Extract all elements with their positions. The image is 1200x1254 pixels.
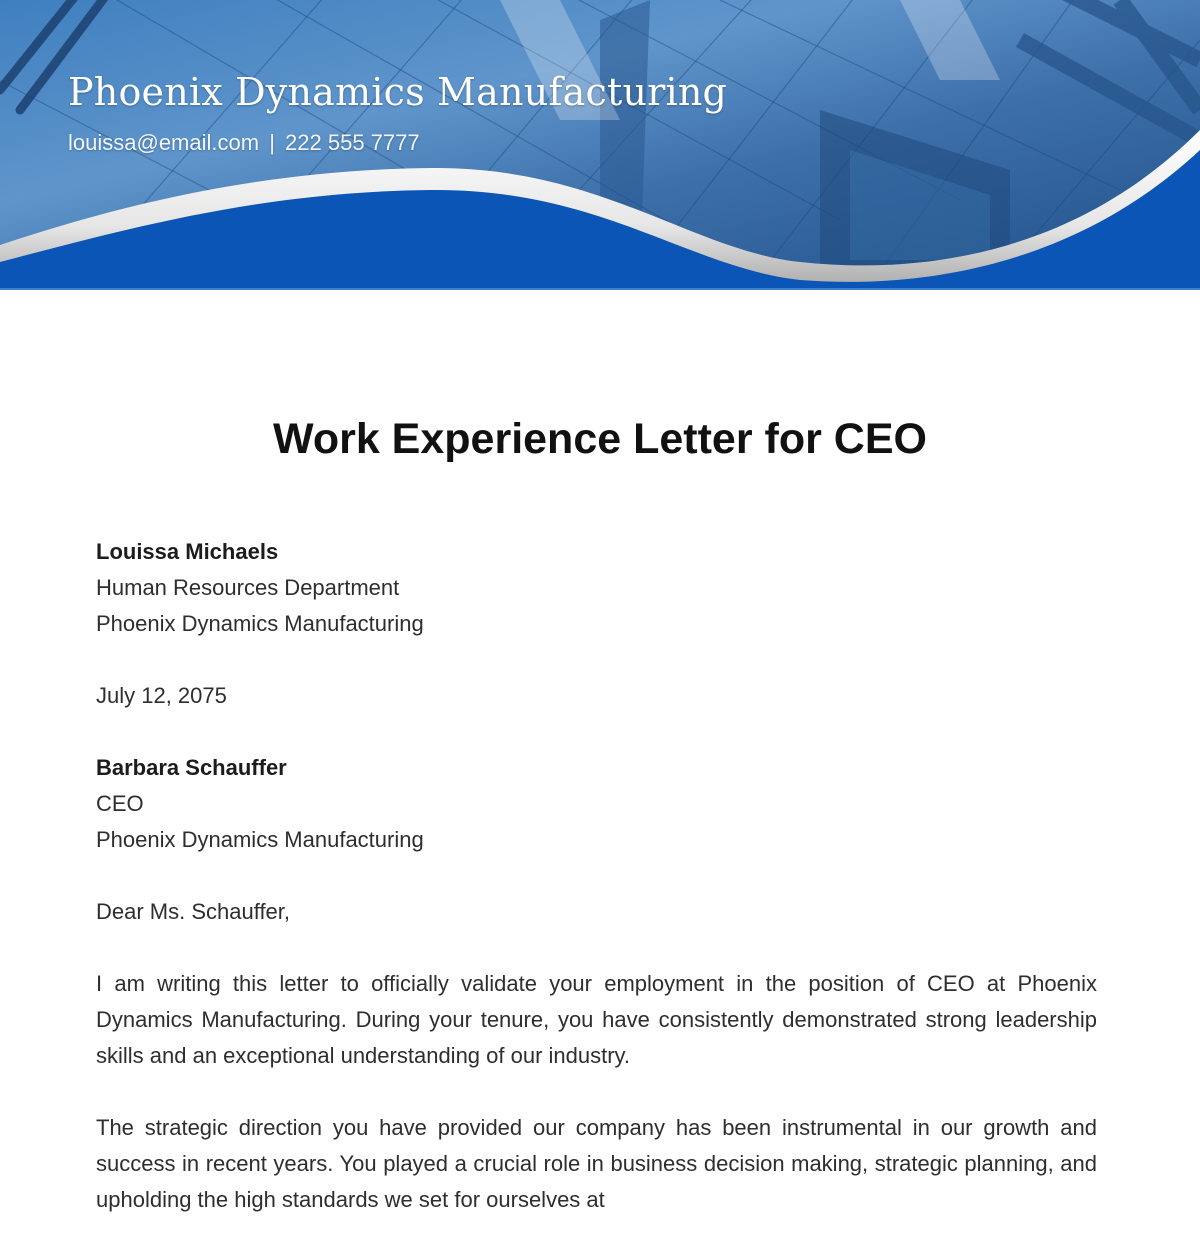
body-paragraph: I am writing this letter to officially validate your employment in the position of CEO at Phoenix Dynamics Manufacturing. During your tenure, you have consistently demonstrated strong leadership skills and an exceptional understanding of our industry. xyxy=(96,971,1097,1068)
document-title: Work Experience Letter for CEO xyxy=(273,415,927,463)
company-name-heading: Phoenix Dynamics Manufacturing xyxy=(68,70,728,114)
body-paragraph: The strategic direction you have provided our company has been instrumental in our growth and success in recent years. You played a crucial role in business decision making, strategic planning, and upholding the high standards we set for ourselves at xyxy=(96,1115,1097,1212)
recipient-block xyxy=(96,750,1097,858)
sender-name: Louissa Michaels xyxy=(96,539,279,564)
contact-separator: | xyxy=(269,130,275,155)
recipient-title: CEO xyxy=(96,791,144,816)
contact-email: louissa@email.com xyxy=(68,130,260,155)
letter-date: July 12, 2075 xyxy=(96,683,227,708)
recipient-company: Phoenix Dynamics Manufacturing xyxy=(96,827,424,852)
salutation-block xyxy=(96,894,1097,930)
sender-department: Human Resources Department xyxy=(96,575,400,600)
recipient-name: Barbara Schauffer xyxy=(96,755,287,780)
sender-block xyxy=(96,534,1097,642)
letter-body xyxy=(96,534,1097,1254)
date-block xyxy=(96,678,1097,714)
salutation: Dear Ms. Schauffer, xyxy=(96,899,291,924)
contact-phone: 222 555 7777 xyxy=(285,130,420,155)
sender-company: Phoenix Dynamics Manufacturing xyxy=(96,611,424,636)
letterhead-banner xyxy=(0,0,1200,290)
contact-info xyxy=(68,130,420,156)
